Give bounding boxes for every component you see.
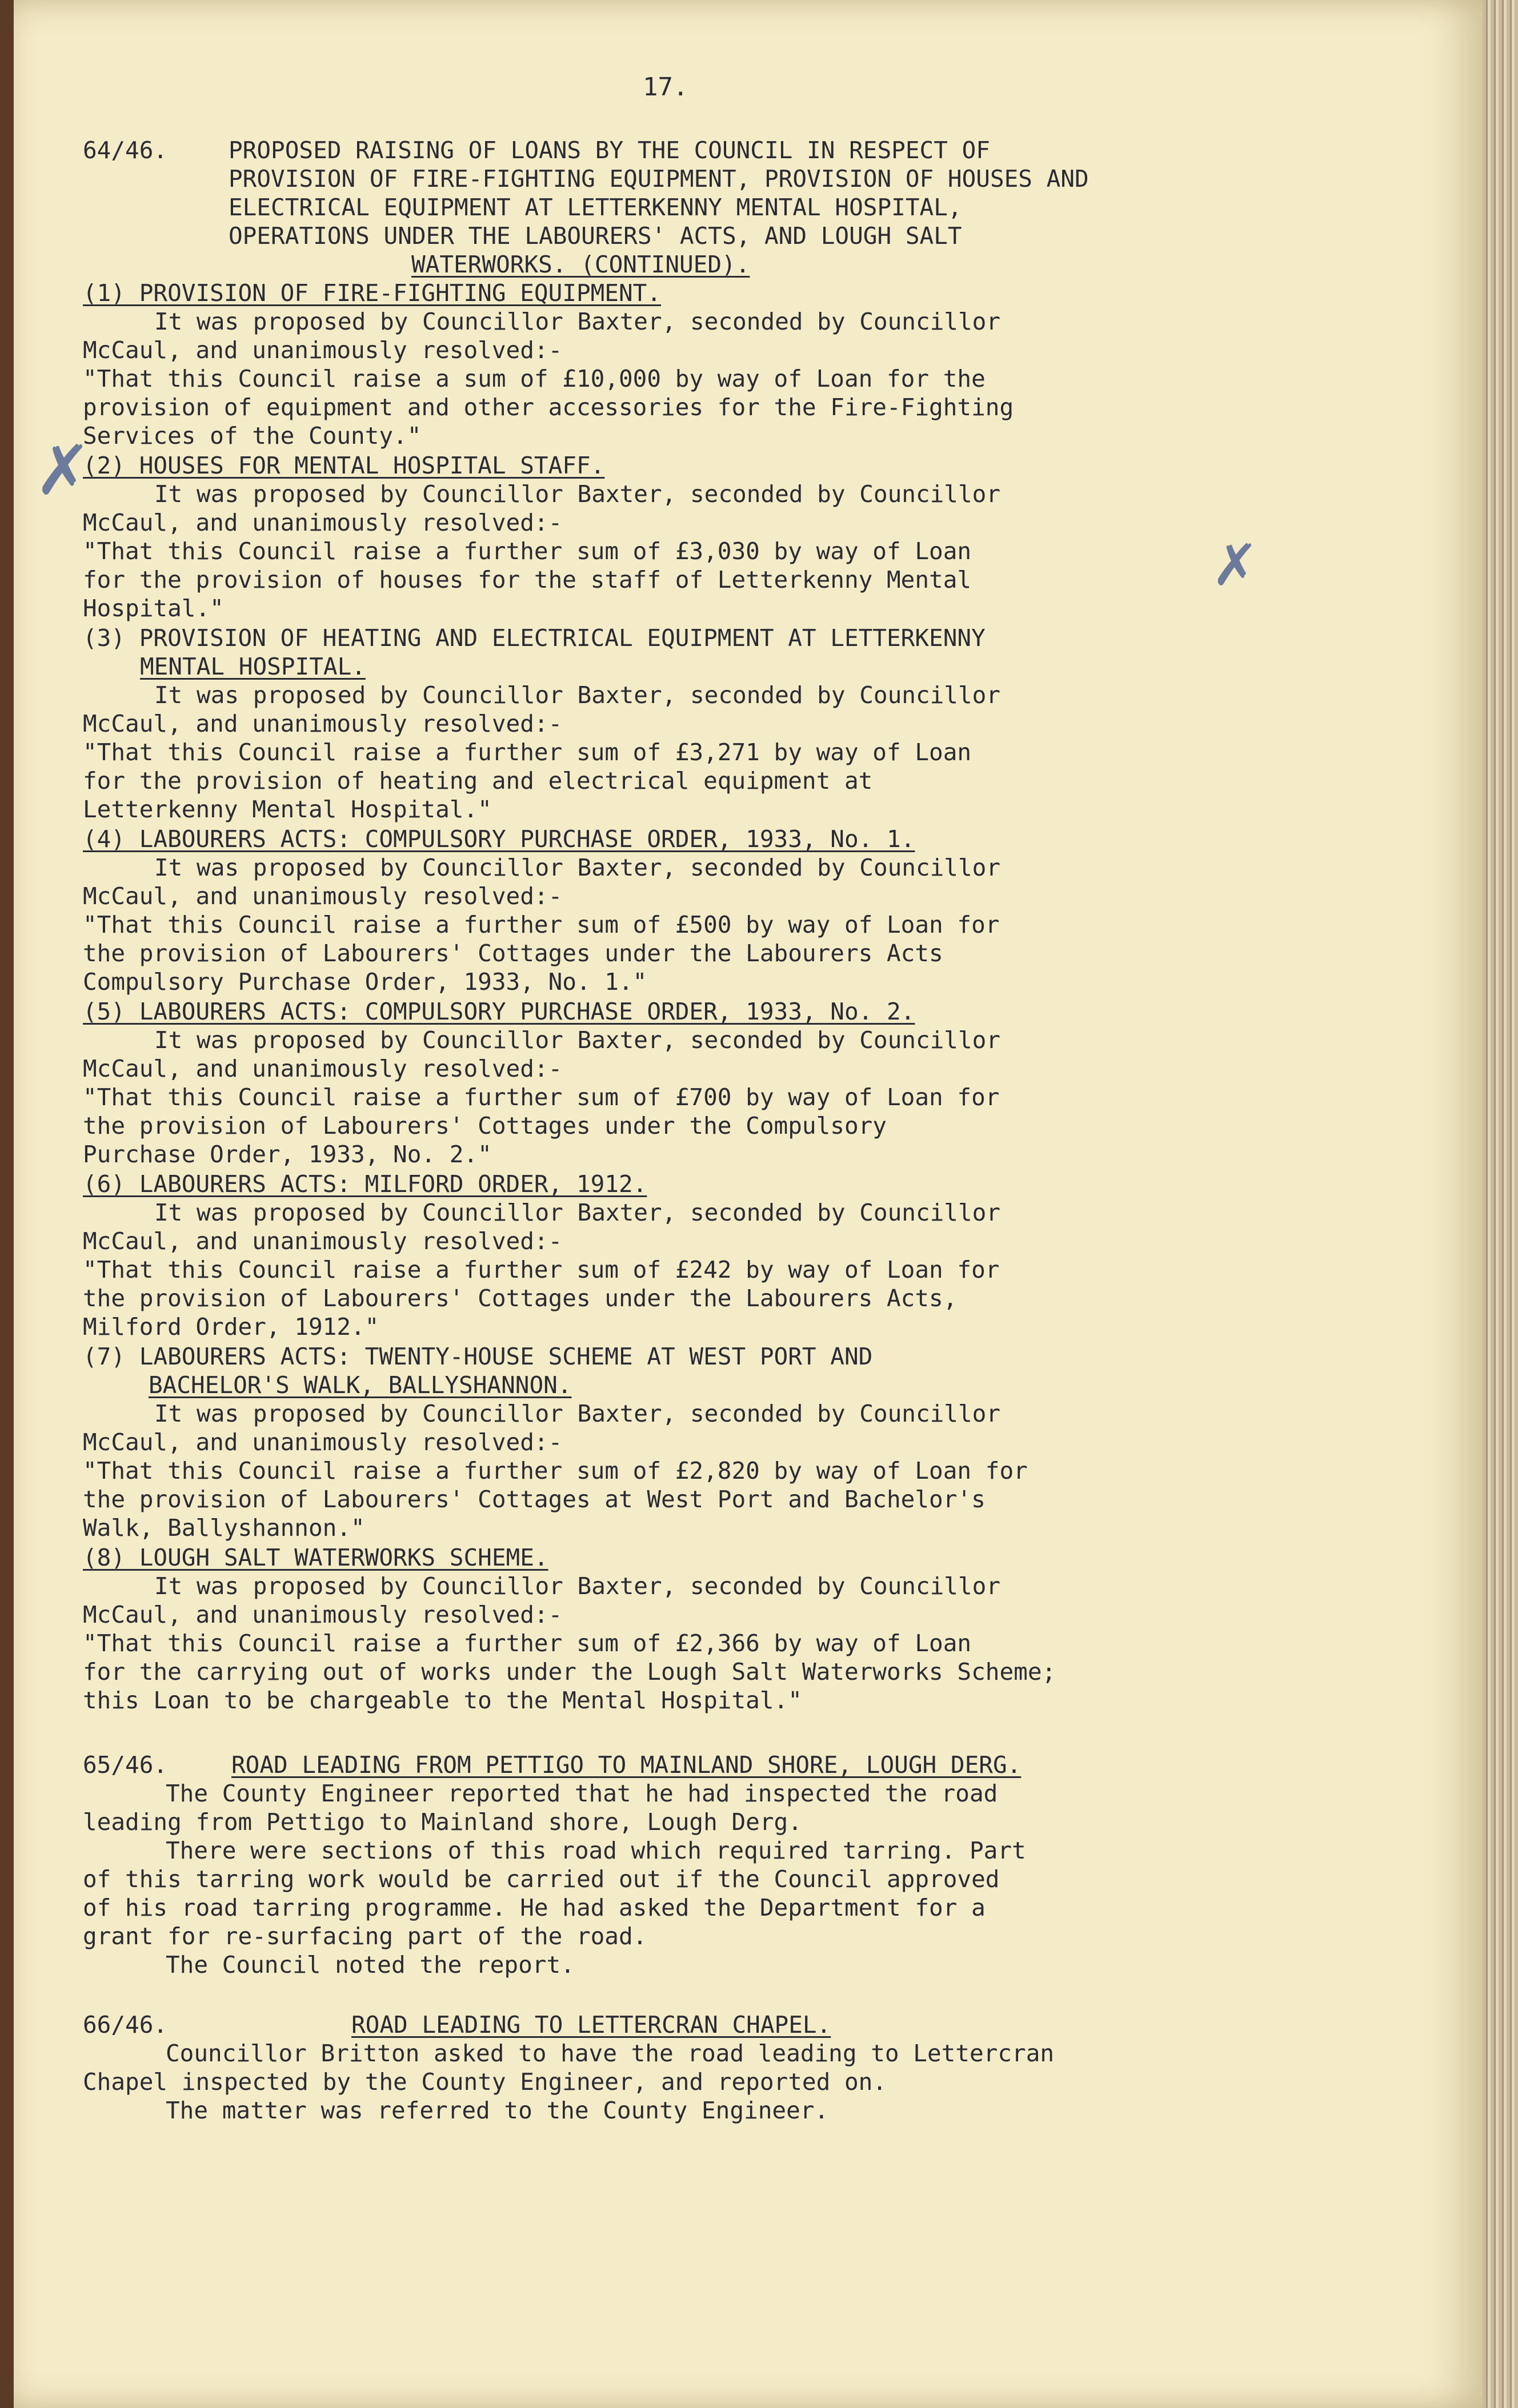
text-line: the provision of Labourers' Cottages at West Port and Bachelor's: [83, 1486, 986, 1513]
text-line: It was proposed by Councillor Baxter, seconded by Councillor: [154, 308, 1001, 335]
text-line: McCaul, and unanimously resolved:-: [83, 1227, 563, 1255]
text-line: Chapel inspected by the County Engineer, and reported on.: [83, 2068, 887, 2096]
item-heading: ROAD LEADING TO LETTERCRAN CHAPEL.: [351, 2011, 831, 2038]
page-number: 17.: [643, 73, 688, 102]
text-line: "That this Council raise a further sum of £3,271 by way of Loan: [83, 739, 972, 766]
text-line: McCaul, and unanimously resolved:-: [83, 336, 563, 364]
text-line: It was proposed by Councillor Baxter, seconded by Councillor: [154, 480, 1001, 508]
text-line: McCaul, and unanimously resolved:-: [83, 882, 563, 910]
text-line: leading from Pettigo to Mainland shore, Lough Derg.: [83, 1808, 802, 1836]
text-line: for the carrying out of works under the Lough Salt Waterworks Scheme;: [83, 1658, 1056, 1685]
text-line: Purchase Order, 1933, No. 2.": [83, 1141, 492, 1168]
text-line: "That this Council raise a further sum of £242 by way of Loan for: [83, 1256, 1000, 1283]
text-line: Councillor Britton asked to have the road leading to Lettercran: [166, 2040, 1055, 2067]
item-heading-line: OPERATIONS UNDER THE LABOURERS' ACTS, AND LOUGH SALT: [229, 222, 962, 250]
text-line: "That this Council raise a further sum of £2,366 by way of Loan: [83, 1630, 972, 1657]
text-line: Services of the County.": [83, 422, 422, 450]
text-line: Compulsory Purchase Order, 1933, No. 1.": [83, 968, 647, 996]
text-line: It was proposed by Councillor Baxter, seconded by Councillor: [154, 854, 1001, 881]
text-line: McCaul, and unanimously resolved:-: [83, 1428, 563, 1456]
section-title: (7) LABOURERS ACTS: TWENTY-HOUSE SCHEME AT WEST PORT AND: [83, 1343, 873, 1370]
text-line: Walk, Ballyshannon.": [83, 1514, 365, 1542]
text-line: Milford Order, 1912.": [83, 1313, 379, 1341]
text-line: The Council noted the report.: [166, 1951, 575, 1978]
text-line: "That this Council raise a further sum of £3,030 by way of Loan: [83, 537, 972, 565]
text-line: "That this Council raise a further sum of £2,820 by way of Loan for: [83, 1457, 1028, 1484]
item-heading: ROAD LEADING FROM PETTIGO TO MAINLAND SHORE, LOUGH DERG.: [231, 1751, 1022, 1779]
text-line: There were sections of this road which required tarring. Part: [166, 1837, 1026, 1864]
section-title: (2) HOUSES FOR MENTAL HOSPITAL STAFF.: [83, 452, 605, 479]
item-number: 64/46.: [83, 137, 168, 164]
text-line: for the provision of heating and electrical equipment at: [83, 767, 873, 794]
text-line: McCaul, and unanimously resolved:-: [83, 509, 563, 536]
item-heading-line: PROVISION OF FIRE-FIGHTING EQUIPMENT, PROVISION OF HOUSES AND: [229, 165, 1089, 192]
item-heading-line: PROPOSED RAISING OF LOANS BY THE COUNCIL IN RESPECT OF: [229, 137, 990, 164]
text-line: this Loan to be chargeable to the Mental Hospital.": [83, 1687, 802, 1714]
pencil-cross-mark: ✗: [34, 431, 92, 511]
item-number: 66/46.: [83, 2011, 168, 2038]
item-heading-line: ELECTRICAL EQUIPMENT AT LETTERKENNY MENTAL HOSPITAL,: [229, 194, 962, 221]
item-number: 65/46.: [83, 1751, 168, 1779]
text-line: It was proposed by Councillor Baxter, seconded by Councillor: [154, 1572, 1001, 1600]
text-line: provision of equipment and other accessories for the Fire-Fighting: [83, 394, 1014, 421]
text-line: of this tarring work would be carried out if the Council approved: [83, 1865, 1000, 1893]
text-line: the provision of Labourers' Cottages under the Compulsory: [83, 1112, 887, 1139]
text-line: "That this Council raise a further sum of £700 by way of Loan for: [83, 1083, 1000, 1111]
section-title: (5) LABOURERS ACTS: COMPULSORY PURCHASE ORDER, 1933, No. 2.: [83, 998, 915, 1025]
text-line: the provision of Labourers' Cottages under the Labourers Acts: [83, 940, 943, 967]
text-line: It was proposed by Councillor Baxter, seconded by Councillor: [154, 1400, 1001, 1427]
text-line: McCaul, and unanimously resolved:-: [83, 710, 563, 737]
section-title: (6) LABOURERS ACTS: MILFORD ORDER, 1912.: [83, 1170, 647, 1198]
section-title: (3) PROVISION OF HEATING AND ELECTRICAL EQUIPMENT AT LETTERKENNY: [83, 624, 986, 652]
text-line: Letterkenny Mental Hospital.": [83, 796, 492, 823]
section-title: (4) LABOURERS ACTS: COMPULSORY PURCHASE ORDER, 1933, No. 1.: [83, 825, 915, 853]
text-line: grant for re-surfacing part of the road.: [83, 1923, 647, 1950]
text-line: McCaul, and unanimously resolved:-: [83, 1601, 563, 1628]
book-spine: [1483, 0, 1518, 2408]
section-title: (8) LOUGH SALT WATERWORKS SCHEME.: [83, 1544, 548, 1571]
text-line: The matter was referred to the County Engineer.: [166, 2097, 829, 2124]
pencil-cross-mark: ✗: [1211, 532, 1259, 599]
section-title: BACHELOR'S WALK, BALLYSHANNON.: [149, 1371, 572, 1399]
text-line: The County Engineer reported that he had inspected the road: [166, 1780, 998, 1807]
text-line: the provision of Labourers' Cottages under the Labourers Acts,: [83, 1285, 958, 1312]
text-line: Hospital.": [83, 595, 224, 622]
text-line: It was proposed by Councillor Baxter, seconded by Councillor: [154, 1026, 1001, 1054]
text-line: for the provision of houses for the staff of Letterkenny Mental: [83, 566, 972, 593]
item-heading-line: WATERWORKS. (CONTINUED).: [411, 251, 750, 278]
text-line: "That this Council raise a sum of £10,000 by way of Loan for the: [83, 365, 986, 392]
section-title: (1) PROVISION OF FIRE-FIGHTING EQUIPMENT.: [83, 279, 662, 307]
text-line: of his road tarring programme. He had asked the Department for a: [83, 1894, 986, 1921]
text-line: "That this Council raise a further sum of £500 by way of Loan for: [83, 911, 1000, 938]
text-line: It was proposed by Councillor Baxter, seconded by Councillor: [154, 681, 1001, 709]
text-line: McCaul, and unanimously resolved:-: [83, 1055, 563, 1082]
section-title: MENTAL HOSPITAL.: [140, 653, 366, 680]
text-line: It was proposed by Councillor Baxter, seconded by Councillor: [154, 1199, 1001, 1226]
